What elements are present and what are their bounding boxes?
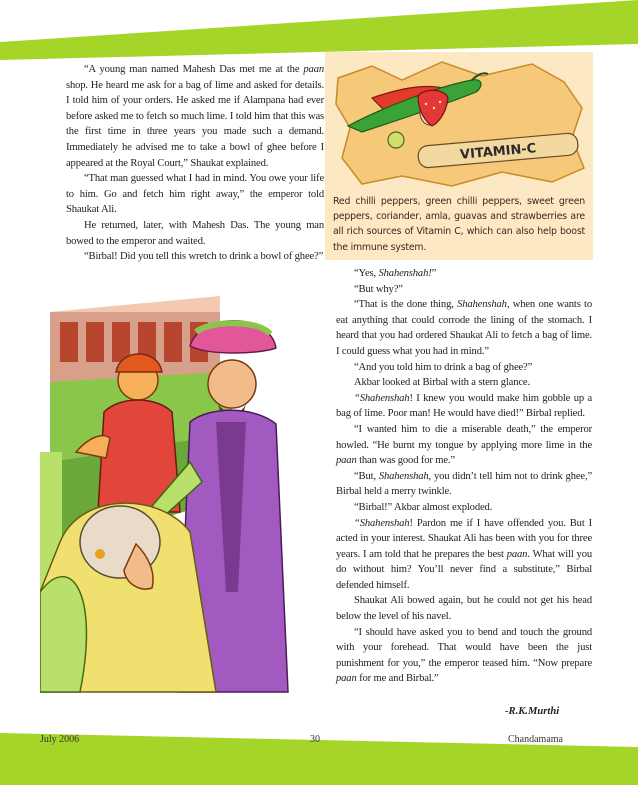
paragraph: “That is the done thing, Shahenshah, when one wants to eat anything that could corrode the lining of the stomach. I heard that you had ordered Shaukat Ali to fetch a bag of lime. I could guess what you had in mind.” xyxy=(336,299,593,357)
paragraph: “That man guessed what I had in mind. You owe your life to him. Go and fetch him right away,” the emperor told Shaukat Ali. xyxy=(66,173,324,216)
paragraph: “Shahenshah! Pardon me if I have offended you. But I acted in your interest. Shaukat Ali has been with you for three years. I am told that he prepares the best paan. What will you do without him? You’ll never find a substitute,” Birbal defended himself. xyxy=(336,517,592,591)
paragraph: “And you told him to drink a bag of ghee?” xyxy=(354,361,533,373)
paragraph: “Shahenshah! I knew you would make him gobble up a bag of lime. Poor man! He would have died!” Birbal replied. xyxy=(336,392,592,420)
footer-date: July 2006 xyxy=(40,734,80,745)
page-number: 30 xyxy=(310,734,320,745)
paragraph: “But, Shahenshah, you didn’t tell him not to drink ghee,” Birbal held a merry twinkle. xyxy=(336,470,592,498)
author-signature: -R.K.Murthi xyxy=(505,706,560,717)
top-green-band xyxy=(0,0,638,60)
vitamin-c-caption: Red chilli peppers, green chilli peppers, sweet green peppers, coriander, amla, guavas and strawberries are all rich sources of Vitamin C, which can also help boost the immune system. xyxy=(333,196,585,253)
paragraph: “Yes, Shahenshah!” xyxy=(354,268,437,279)
footer-magazine: Chandamama xyxy=(508,734,563,745)
paragraph: “I wanted him to die a miserable death,” the emperor howled. “He burnt my tongue by applying more lime in the paan than was good for me.” xyxy=(336,423,592,467)
paragraph: Shaukat Ali bowed again, but he could not get his head below the level of his navel. xyxy=(336,595,592,623)
paragraph: He returned, later, with Mahesh Das. The young man bowed to the emperor and waited. xyxy=(66,219,324,247)
paragraph: “But why?” xyxy=(354,283,403,295)
paragraph: “Birbal! Did you tell this wretch to drink a bowl of ghee?” xyxy=(84,251,324,263)
paragraph: “A young man named Mahesh Das met me at the paan shop. He heard me ask for a bag of lime and asked for details. I told him of your orders. He asked me if Alampana had ever before asked me to fetch so much lime. I told him that this was the first time in three years you made such a demand. Immediately he advised me to take a bowl of ghee before I appeared at the Royal Court,” Shaukat explained. xyxy=(66,64,324,169)
court-scene-illustration xyxy=(40,292,300,704)
paragraph: “Birbal!” Akbar almost exploded. xyxy=(354,501,493,513)
paragraph: Akbar looked at Birbal with a stern glance. xyxy=(354,377,530,389)
paragraph: “I should have asked you to bend and touch the ground with your forehead. That would have been the just punishment for you,” the emperor teased him. “Now prepare paan for me and Birbal.” xyxy=(336,626,592,685)
vitamin-c-illustration xyxy=(332,58,590,190)
vitamin-c-label: VITAMIN-C xyxy=(459,141,537,163)
right-text-column xyxy=(336,266,592,687)
left-text-column xyxy=(66,62,324,265)
